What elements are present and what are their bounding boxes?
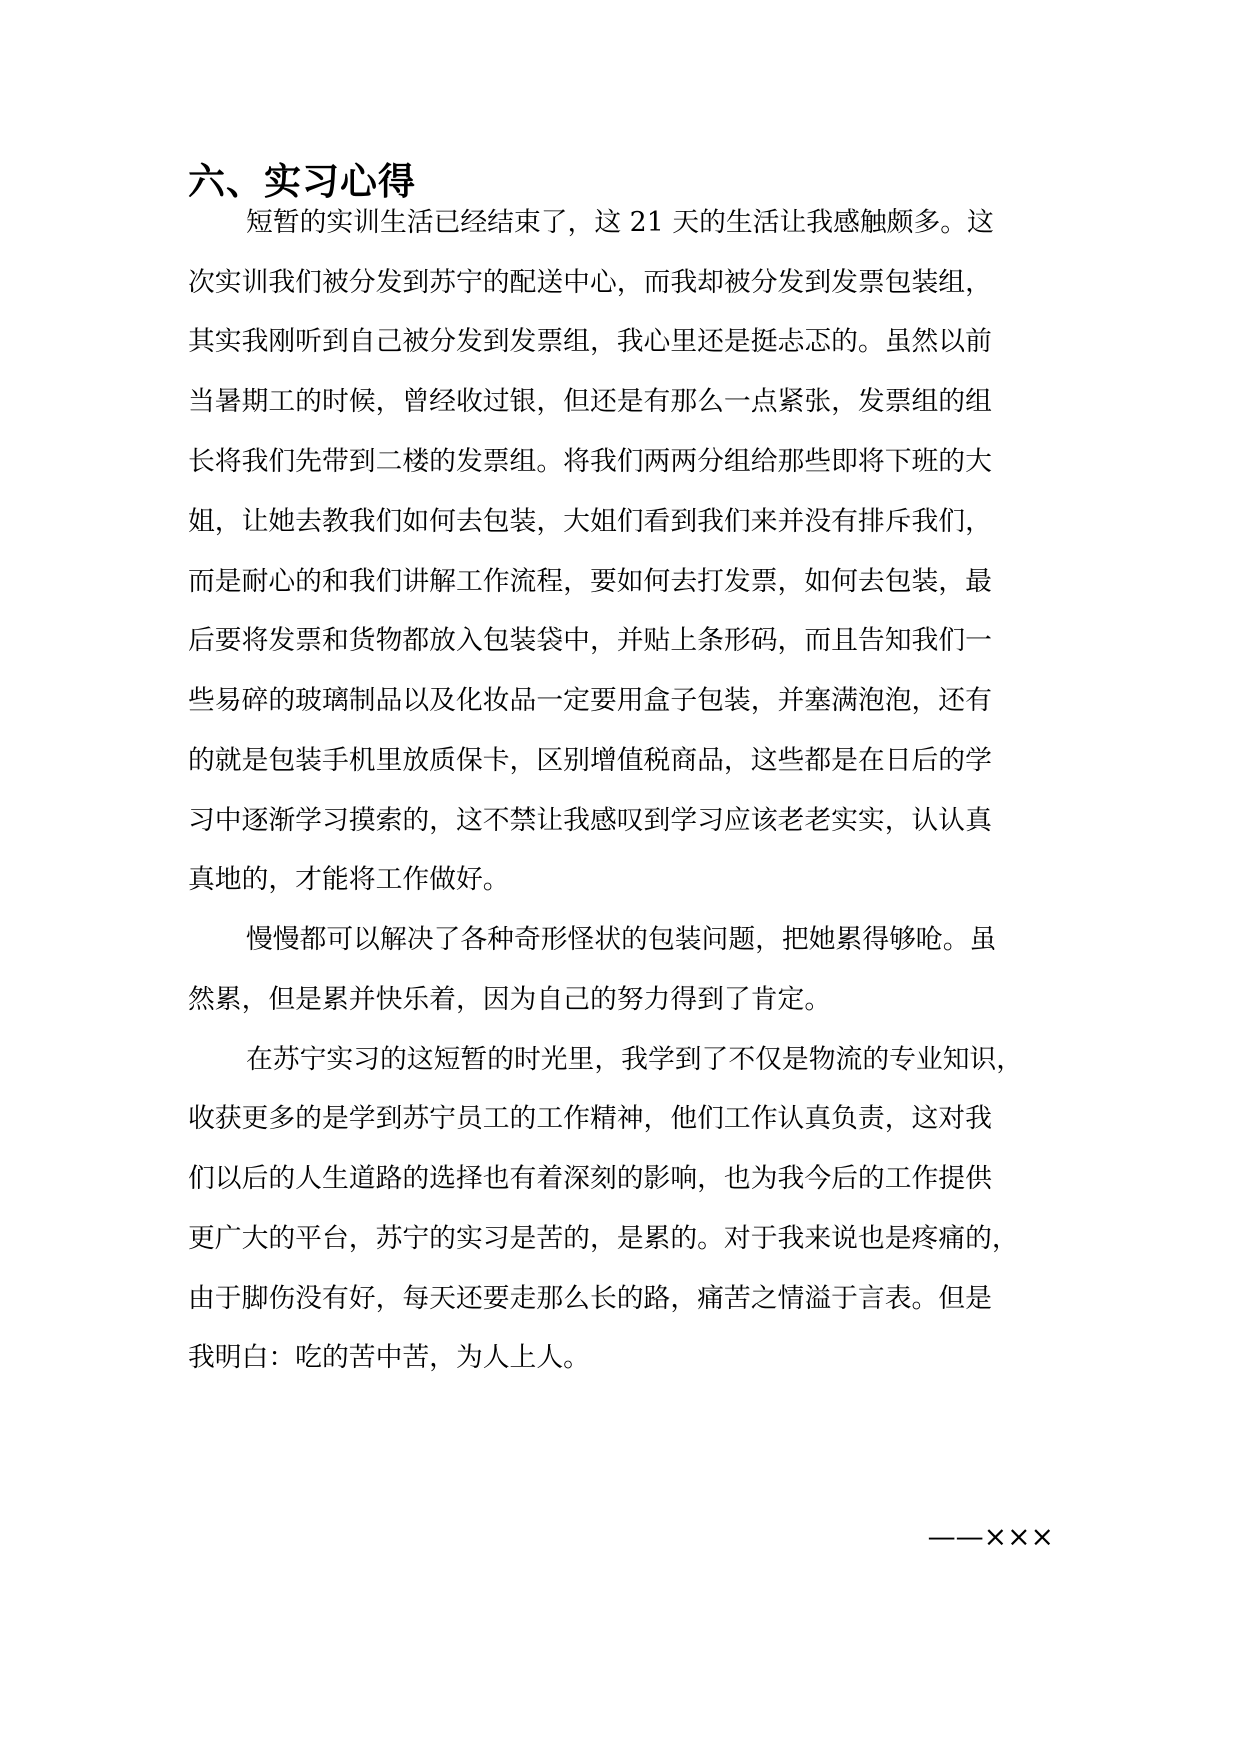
text-line: 在苏宁实习的这短暂的时光里，我学到了不仅是物流的专业知识， [246, 1044, 1024, 1075]
text-line: 当暑期工的时候，曾经收过银，但还是有那么一点紧张，发票组的组 [188, 386, 992, 417]
text-line: 次实训我们被分发到苏宁的配送中心，而我却被分发到发票包装组， [188, 267, 992, 298]
text-line: 我明白：吃的苦中苦，为人上人。 [188, 1342, 590, 1373]
section-heading: 六、实习心得 [188, 160, 416, 203]
text-line: 然累，但是累并快乐着，因为自己的努力得到了肯定。 [188, 984, 832, 1015]
text-line: 姐，让她去教我们如何去包装，大姐们看到我们来并没有排斥我们， [188, 506, 992, 537]
text-line: 真地的，才能将工作做好。 [188, 864, 510, 895]
text-line: 们以后的人生道路的选择也有着深刻的影响，也为我今后的工作提供 [188, 1163, 992, 1194]
text-line: 长将我们先带到二楼的发票组。将我们两两分组给那些即将下班的大 [188, 446, 992, 477]
text-line: 收获更多的是学到苏宁员工的工作精神，他们工作认真负责，这对我 [188, 1103, 992, 1134]
text-line: 更广大的平台，苏宁的实习是苦的，是累的。对于我来说也是疼痛的， [188, 1223, 1019, 1254]
text-line: 些易碎的玻璃制品以及化妆品一定要用盒子包装，并塞满泡泡，还有 [188, 685, 992, 716]
text-line: 的就是包装手机里放质保卡，区别增值税商品，这些都是在日后的学 [188, 745, 992, 776]
text-line: 短暂的实训生活已经结束了，这 21 天的生活让我感触颇多。这 [246, 207, 994, 238]
text-line: 慢慢都可以解决了各种奇形怪状的包装问题，把她累得够呛。虽 [246, 924, 997, 955]
text-line: 而是耐心的和我们讲解工作流程，要如何去打发票，如何去包装，最 [188, 566, 992, 597]
text-line: 其实我刚听到自己被分发到发票组，我心里还是挺忐忑的。虽然以前 [188, 326, 992, 357]
text-line: 由于脚伤没有好，每天还要走那么长的路，痛苦之情溢于言表。但是 [188, 1283, 992, 1314]
text-line: 习中逐渐学习摸索的，这不禁让我感叹到学习应该老老实实，认认真 [188, 805, 992, 836]
text-line: 后要将发票和货物都放入包装袋中，并贴上条形码，而且告知我们一 [188, 625, 992, 656]
signature: ——××× [927, 1520, 1054, 1553]
